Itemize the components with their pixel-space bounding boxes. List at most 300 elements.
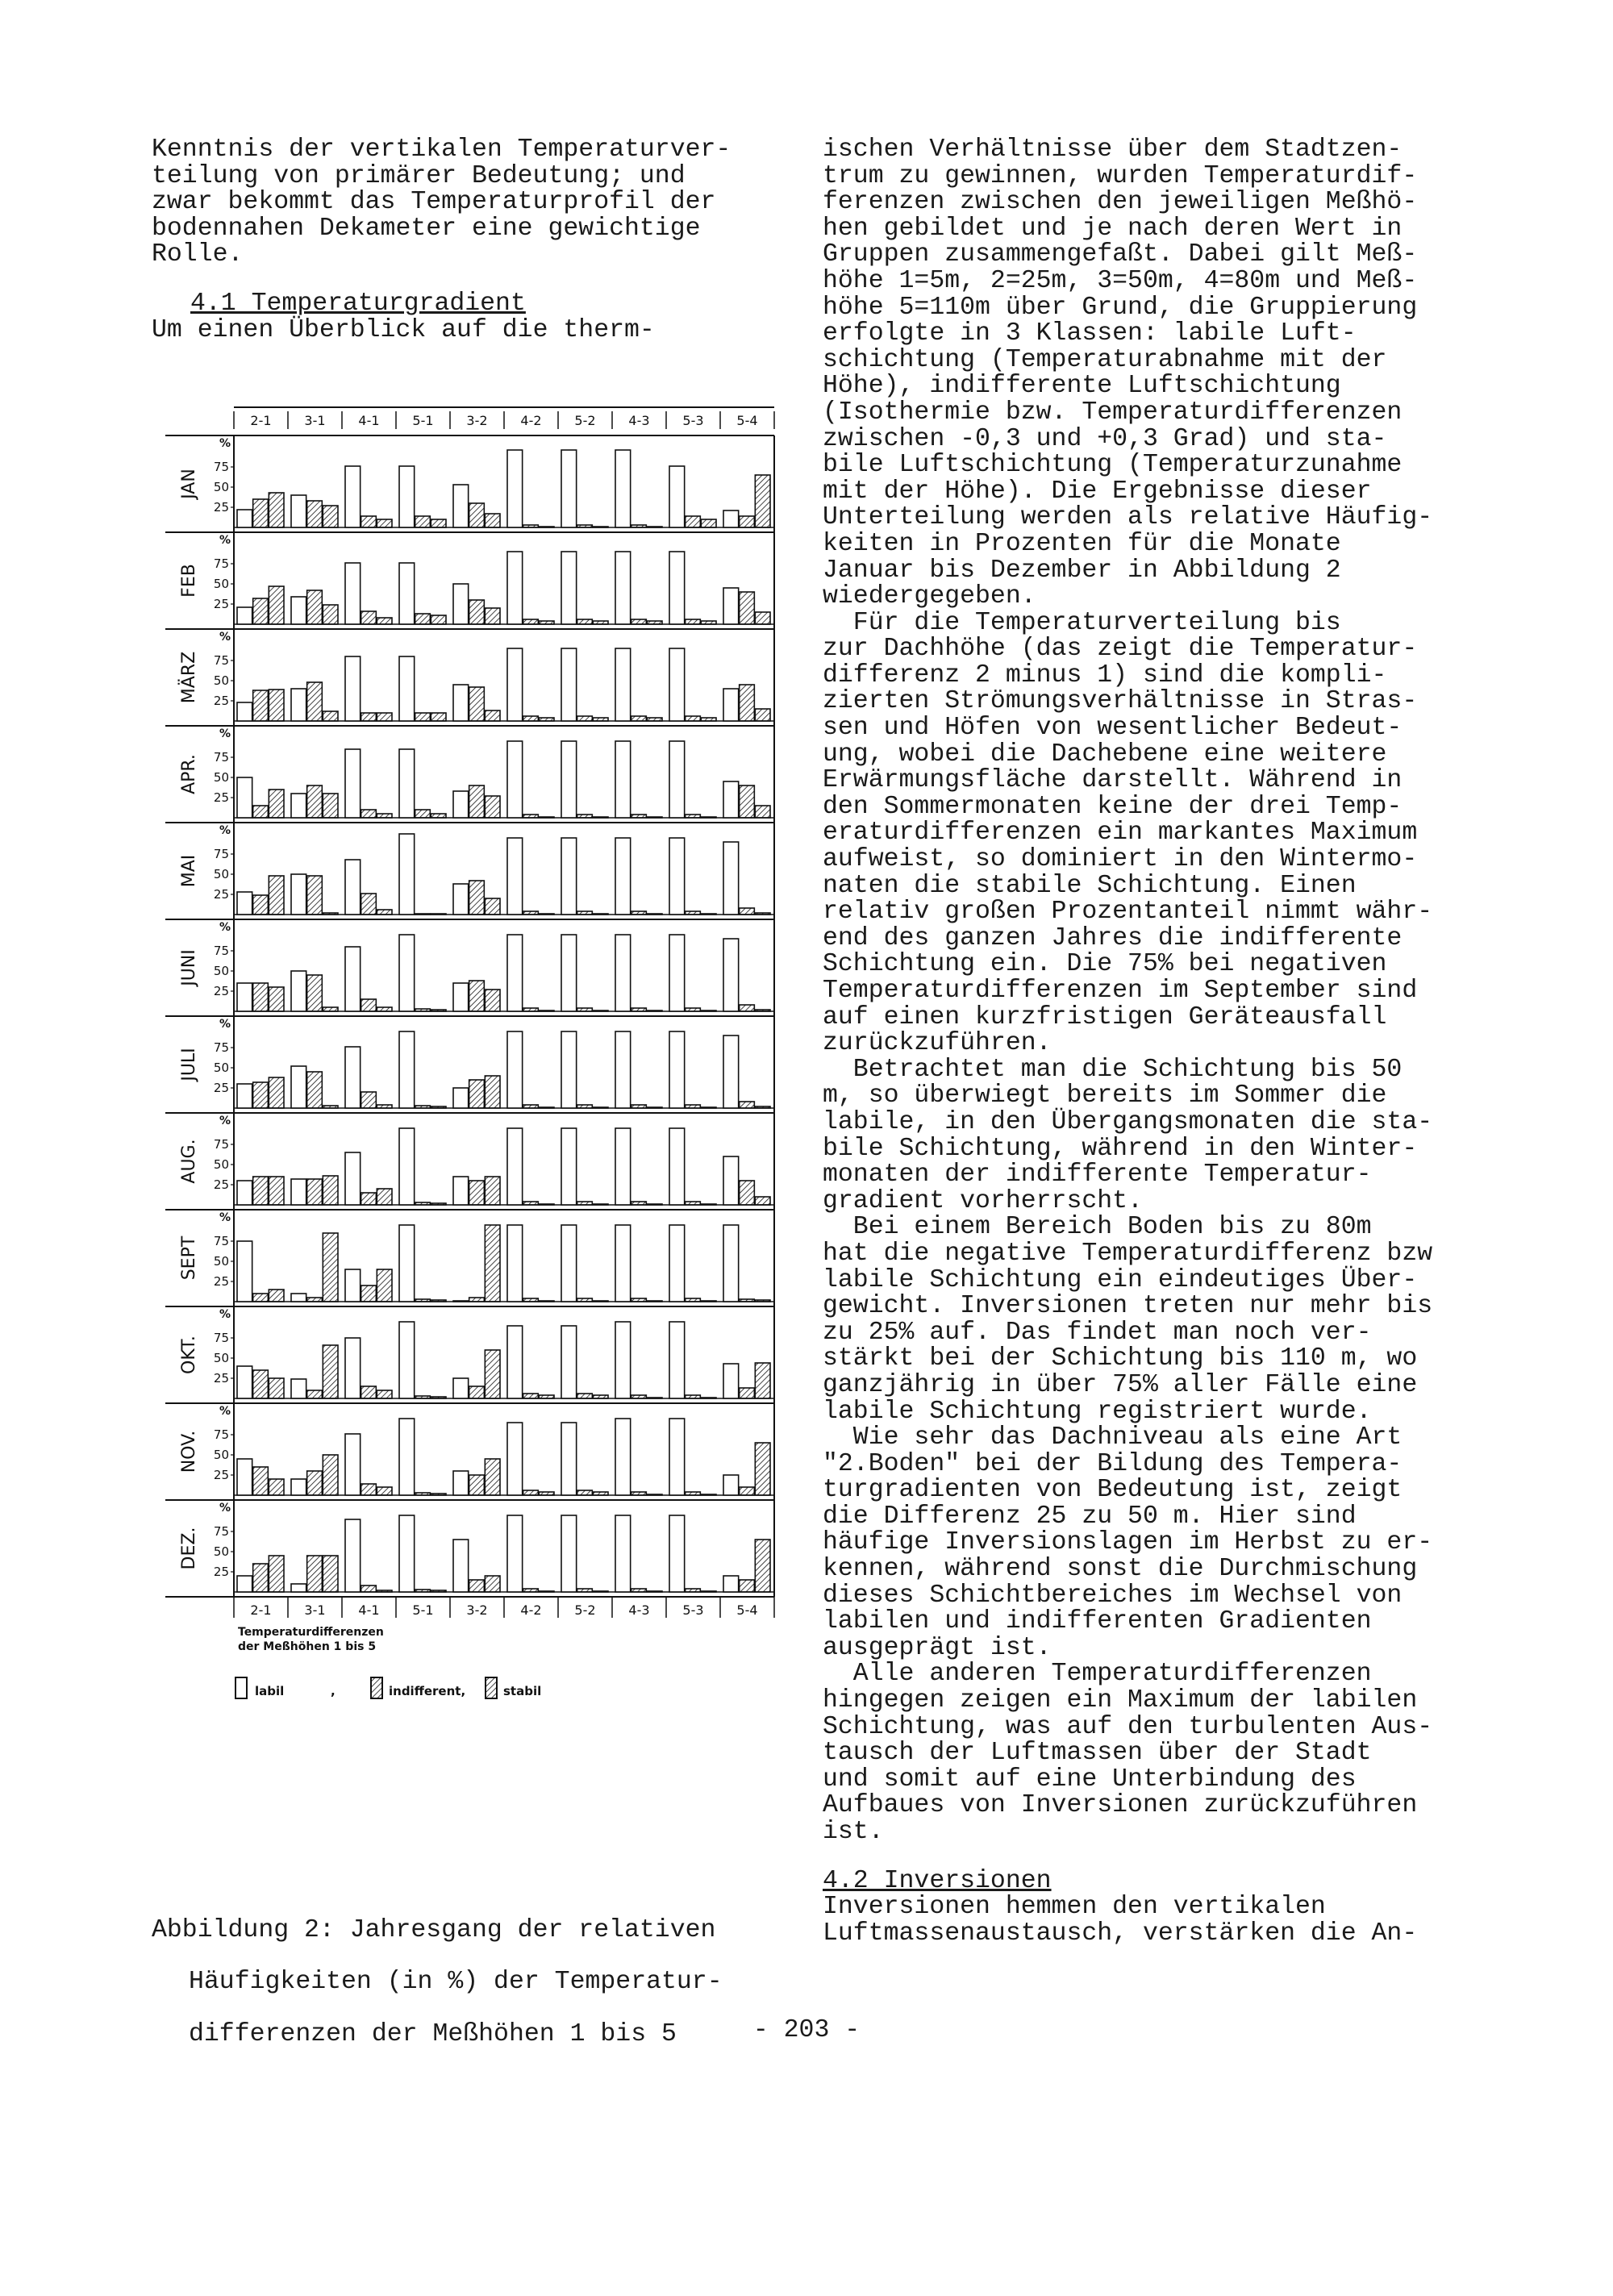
bar-indifferent (415, 1396, 431, 1398)
bar-labil (345, 749, 361, 818)
text-line: mit der Höhe). Die Ergebnisse dieser (823, 477, 1372, 506)
bar-labil (561, 1128, 577, 1205)
bar-indifferent (631, 1395, 647, 1398)
text-line: Inversionen hemmen den vertikalen (823, 1893, 1326, 1922)
bar-labil (399, 1225, 415, 1302)
bar-stabil (485, 1177, 500, 1205)
bar-labil (453, 1177, 469, 1205)
bar-labil (723, 1475, 739, 1495)
category-label-bottom: 5-3 (682, 1602, 704, 1618)
y-tick-label: 25 (213, 597, 229, 611)
bar-stabil (701, 914, 716, 915)
month-label: MAI (179, 854, 199, 888)
bar-stabil (485, 1225, 500, 1302)
bar-stabil (647, 817, 662, 818)
text-line: und somit auf eine Unterbindung des (823, 1765, 1357, 1794)
y-tick-label: 25 (213, 984, 229, 998)
bar-stabil (539, 1204, 554, 1205)
bar-stabil (701, 519, 716, 527)
legend-swatch-labil (235, 1677, 247, 1698)
bar-stabil (431, 713, 446, 721)
text-line: differenzen der Meßhöhen 1 bis 5 (189, 2019, 677, 2048)
text-line: schichtung (Temperaturabnahme mit der (823, 345, 1387, 374)
bar-stabil (377, 1105, 392, 1108)
y-tick-label: 25 (213, 1177, 229, 1192)
bar-labil (615, 1225, 631, 1302)
bar-indifferent (577, 525, 593, 527)
bar-labil (237, 1084, 252, 1108)
bar-indifferent (415, 713, 431, 721)
bar-indifferent (523, 1490, 539, 1495)
bar-indifferent (740, 785, 755, 818)
bar-labil (399, 1031, 415, 1108)
bar-stabil (755, 1300, 770, 1302)
text-line: hen gebildet und je nach deren Wert in (823, 214, 1403, 243)
bar-indifferent (415, 614, 431, 624)
bar-stabil (485, 710, 500, 721)
bar-indifferent (253, 983, 269, 1011)
text-line: bile Luftschichtung (Temperaturzunahme (823, 451, 1403, 480)
bar-labil (453, 884, 469, 915)
bar-labil (453, 983, 469, 1011)
bar-indifferent (469, 687, 485, 721)
category-label-top: 5-1 (412, 413, 434, 428)
bar-stabil (485, 898, 500, 915)
text-line: bodennahen Dekameter eine gewichtige (152, 214, 701, 243)
bar-labil (345, 1338, 361, 1398)
category-label-top: 4-3 (628, 413, 650, 428)
bar-indifferent (307, 590, 323, 624)
bar-stabil (431, 1300, 446, 1302)
bar-stabil (647, 1204, 662, 1205)
bar-labil (399, 1515, 415, 1592)
category-label-bottom: 2-1 (250, 1602, 272, 1618)
bar-labil (291, 1294, 306, 1302)
bar-labil (615, 1322, 631, 1398)
bar-indifferent (740, 592, 755, 624)
bar-labil (291, 874, 306, 915)
bar-stabil (323, 1455, 338, 1495)
bar-stabil (647, 1301, 662, 1302)
bar-stabil (701, 1301, 716, 1302)
bar-indifferent (523, 525, 539, 527)
bar-indifferent (740, 1487, 755, 1495)
bar-labil (669, 1225, 685, 1302)
bar-labil (561, 1225, 577, 1302)
text-line: ausgeprägt ist. (823, 1633, 1052, 1662)
bar-indifferent (361, 810, 377, 818)
bar-indifferent (361, 516, 377, 527)
bar-indifferent (686, 815, 701, 818)
bar-stabil (593, 817, 608, 818)
bar-stabil (431, 1106, 446, 1108)
y-tick-label: 25 (213, 790, 229, 805)
bar-indifferent (253, 1082, 269, 1108)
bar-labil (669, 1128, 685, 1205)
y-tick-label: 75 (213, 460, 229, 474)
category-label-bottom: 5-2 (574, 1602, 596, 1618)
bar-stabil (593, 1492, 608, 1495)
bar-indifferent (523, 1394, 539, 1398)
text-line: Betrachtet man die Schichtung bis 50 (823, 1055, 1403, 1084)
bar-stabil (539, 621, 554, 624)
y-tick-label: 50 (213, 770, 229, 785)
bar-indifferent (740, 1388, 755, 1398)
bar-indifferent (577, 1589, 593, 1592)
y-tick-label: 50 (213, 1448, 229, 1462)
bar-labil (345, 1047, 361, 1108)
text-line: m, so überwiegt bereits im Sommer die (823, 1081, 1387, 1110)
month-label: JULI (179, 1048, 199, 1081)
text-line: tausch der Luftmassen über der Stadt (823, 1739, 1372, 1768)
bar-labil (237, 777, 252, 818)
text-line: teilung von primärer Bedeutung; und (152, 161, 686, 190)
bar-labil (669, 1322, 685, 1398)
bar-stabil (539, 1591, 554, 1592)
bar-labil (507, 1515, 523, 1592)
bar-stabil (431, 1203, 446, 1205)
y-unit-label: % (219, 1308, 231, 1321)
bar-labil (507, 838, 523, 915)
bar-indifferent (307, 1179, 323, 1205)
bar-indifferent (469, 981, 485, 1011)
bar-labil (453, 685, 469, 721)
text-line: Höhe), indifferente Luftschichtung (823, 372, 1341, 401)
category-label-top: 5-3 (682, 413, 704, 428)
category-label-bottom: 3-1 (304, 1602, 326, 1618)
bar-stabil (593, 914, 608, 915)
bar-stabil (485, 990, 500, 1011)
text-line: Alle anderen Temperaturdifferenzen (823, 1660, 1372, 1689)
bar-indifferent (577, 1490, 593, 1495)
text-line: Erwärmungsfläche darstellt. Während in (823, 766, 1403, 795)
text-line: zurückzuführen. (823, 1029, 1052, 1058)
bar-stabil (431, 519, 446, 527)
bar-labil (615, 1031, 631, 1108)
bar-stabil (539, 1010, 554, 1011)
month-label: DEZ. (179, 1527, 199, 1570)
bar-labil (453, 485, 469, 527)
bar-indifferent (415, 1106, 431, 1108)
bar-indifferent (523, 815, 539, 818)
text-line: Bei einem Bereich Boden bis zu 80m (823, 1213, 1372, 1242)
bar-labil (291, 495, 306, 527)
bar-labil (561, 741, 577, 818)
bar-indifferent (523, 1105, 539, 1108)
y-tick-label: 75 (213, 556, 229, 571)
bar-indifferent (740, 516, 755, 527)
legend-separator: , (331, 1684, 336, 1698)
y-tick-label: 25 (213, 1081, 229, 1095)
bar-indifferent (523, 911, 539, 915)
text-line: den Sommermonaten keine der drei Temp- (823, 792, 1403, 821)
bar-indifferent (577, 911, 593, 915)
bar-stabil (755, 612, 770, 624)
bar-indifferent (577, 1298, 593, 1302)
bar-labil (453, 1301, 469, 1302)
bar-labil (507, 1031, 523, 1108)
bar-stabil (701, 1010, 716, 1011)
text-line: end des ganzen Jahres die indifferente (823, 923, 1403, 952)
figure-2-chart (153, 399, 798, 1851)
text-line: stärkt bei der Schichtung bis 110 m, wo (823, 1344, 1418, 1373)
text-line: labilen und indifferenten Gradienten (823, 1607, 1372, 1636)
bar-indifferent (469, 1580, 485, 1592)
bar-indifferent (686, 1105, 701, 1108)
bar-labil (345, 1152, 361, 1205)
bar-stabil (647, 1010, 662, 1011)
bar-indifferent (577, 1202, 593, 1205)
bar-labil (561, 838, 577, 915)
text-line: Gruppen zusammengefaßt. Dabei gilt Meß- (823, 240, 1418, 269)
bar-stabil (377, 1189, 392, 1205)
bar-indifferent (469, 600, 485, 624)
bar-indifferent (469, 1298, 485, 1302)
category-label-bottom: 5-4 (736, 1602, 758, 1618)
y-tick-label: 75 (213, 653, 229, 668)
bar-indifferent (686, 1492, 701, 1495)
bar-indifferent (631, 815, 647, 818)
text-line: keiten in Prozenten für die Monate (823, 529, 1341, 558)
text-line: turgradienten von Bedeutung ist, zeigt (823, 1476, 1403, 1505)
text-line: gradient vorherrscht. (823, 1186, 1143, 1215)
bar-indifferent (523, 1589, 539, 1592)
text-line: ischen Verhältnisse über dem Stadtzen- (823, 135, 1403, 164)
bar-labil (723, 1364, 739, 1398)
bar-indifferent (631, 619, 647, 624)
bar-indifferent (361, 1286, 377, 1302)
text-line: zur Dachhöhe (das zeigt die Temperatur- (823, 635, 1418, 664)
bar-stabil (431, 1397, 446, 1398)
bar-stabil (431, 615, 446, 624)
y-tick-label: 25 (213, 500, 229, 515)
bar-indifferent (469, 503, 485, 527)
bar-stabil (701, 1494, 716, 1495)
text-line: ganzjährig in über 75% aller Fälle eine (823, 1370, 1418, 1399)
bar-labil (723, 689, 739, 721)
text-line: "2.Boden" bei der Bildung des Tempera- (823, 1449, 1403, 1478)
y-tick-label: 75 (213, 1234, 229, 1248)
bar-indifferent (253, 895, 269, 915)
bar-stabil (269, 987, 284, 1011)
bar-indifferent (253, 1294, 269, 1302)
bar-stabil (755, 1540, 770, 1592)
bar-indifferent (253, 1564, 269, 1592)
bar-labil (507, 450, 523, 527)
text-line: hingegen zeigen ein Maximum der labilen (823, 1686, 1418, 1715)
category-label-top: 5-4 (736, 413, 758, 428)
category-label-top: 4-2 (520, 413, 542, 428)
y-tick-label: 50 (213, 673, 229, 688)
bar-labil (723, 1576, 739, 1592)
text-line: Januar bis Dezember in Abbildung 2 (823, 556, 1341, 585)
y-tick-label: 25 (213, 1371, 229, 1386)
bar-indifferent (740, 1102, 755, 1108)
month-label: AUG. (179, 1139, 199, 1184)
bar-labil (723, 1225, 739, 1302)
bar-stabil (593, 621, 608, 624)
text-line: zwischen -0,3 und +0,3 Grad) und sta- (823, 424, 1387, 453)
text-line: ung, wobei die Dachebene eine weitere (823, 740, 1387, 769)
bar-stabil (485, 1576, 500, 1592)
bar-indifferent (361, 1484, 377, 1495)
y-tick-label: 75 (213, 1331, 229, 1345)
y-tick-label: 75 (213, 1524, 229, 1539)
y-unit-label: % (219, 631, 231, 644)
bar-labil (669, 552, 685, 624)
bar-stabil (755, 1197, 770, 1205)
bar-indifferent (415, 1590, 431, 1592)
bar-indifferent (361, 1092, 377, 1108)
bar-labil (237, 1459, 252, 1495)
category-label-bottom: 4-1 (358, 1602, 380, 1618)
bar-stabil (701, 817, 716, 818)
y-tick-label: 50 (213, 1544, 229, 1559)
y-tick-label: 75 (213, 750, 229, 765)
bar-indifferent (686, 1589, 701, 1592)
page-number: - 203 - (752, 2016, 861, 2044)
bar-indifferent (307, 975, 323, 1011)
bar-stabil (755, 709, 770, 721)
text-line: die Differenz 25 zu 50 m. Hier sind (823, 1502, 1357, 1531)
bar-labil (615, 552, 631, 624)
month-label: FEB (179, 564, 199, 598)
y-tick-label: 50 (213, 867, 229, 881)
bar-labil (669, 1031, 685, 1108)
bar-indifferent (361, 999, 377, 1011)
bar-stabil (377, 713, 392, 721)
bar-stabil (269, 1556, 284, 1592)
y-unit-label: % (219, 1018, 231, 1031)
month-label: JUNI (179, 949, 199, 986)
bar-labil (507, 552, 523, 624)
bar-labil (399, 656, 415, 721)
bar-stabil (377, 1487, 392, 1495)
bar-stabil (485, 796, 500, 818)
text-line: erfolgte in 3 Klassen: labile Luft- (823, 319, 1357, 348)
bar-labil (399, 1128, 415, 1205)
y-tick-label: 75 (213, 1137, 229, 1152)
bar-labil (345, 1434, 361, 1495)
bar-indifferent (577, 815, 593, 818)
bar-labil (291, 971, 306, 1011)
category-label-top: 2-1 (250, 413, 272, 428)
y-unit-label: % (219, 824, 231, 837)
bar-labil (561, 1326, 577, 1398)
category-label-top: 4-1 (358, 413, 380, 428)
month-label: SEPT (179, 1236, 199, 1281)
bar-labil (561, 1423, 577, 1495)
bar-labil (291, 794, 306, 818)
category-label-top: 3-2 (466, 413, 488, 428)
bar-indifferent (307, 1298, 323, 1302)
bar-stabil (593, 1010, 608, 1011)
bar-labil (345, 860, 361, 915)
bar-indifferent (253, 1370, 269, 1398)
bar-stabil (485, 1350, 500, 1398)
text-line: Um einen Überblick auf die therm- (152, 315, 655, 344)
bar-indifferent (740, 908, 755, 915)
bar-labil (237, 607, 252, 624)
bar-indifferent (253, 598, 269, 624)
bar-indifferent (523, 1008, 539, 1011)
bar-labil (615, 935, 631, 1011)
bar-labil (669, 648, 685, 721)
y-unit-label: % (219, 1502, 231, 1515)
left-column (152, 137, 797, 344)
text-line: Schichtung, was auf den turbulenten Aus- (823, 1712, 1433, 1741)
y-unit-label: % (219, 921, 231, 934)
bar-labil (507, 1423, 523, 1495)
bar-stabil (377, 1007, 392, 1011)
bar-indifferent (361, 1586, 377, 1592)
bar-indifferent (253, 1177, 269, 1205)
bar-labil (345, 947, 361, 1011)
text-line: gewicht. Inversionen treten nur mehr bis (823, 1292, 1433, 1321)
y-tick-label: 75 (213, 847, 229, 861)
bar-stabil (323, 711, 338, 721)
bar-stabil (269, 690, 284, 721)
bar-labil (723, 842, 739, 915)
bar-indifferent (253, 806, 269, 818)
bar-labil (669, 838, 685, 915)
bar-labil (237, 702, 252, 721)
bar-stabil (377, 910, 392, 915)
bar-indifferent (361, 611, 377, 624)
bar-indifferent (740, 1181, 755, 1205)
category-label-top: 5-2 (574, 413, 596, 428)
bar-indifferent (631, 1298, 647, 1302)
text-line: monaten der indifferente Temperatur- (823, 1161, 1372, 1190)
bar-stabil (539, 1492, 554, 1495)
bar-indifferent (523, 619, 539, 624)
bar-stabil (539, 817, 554, 818)
bar-indifferent (253, 690, 269, 721)
bar-indifferent (253, 499, 269, 527)
bar-stabil (647, 1494, 662, 1495)
bar-labil (723, 1035, 739, 1108)
bar-stabil (593, 1107, 608, 1108)
bar-indifferent (523, 716, 539, 721)
y-tick-label: 25 (213, 1565, 229, 1579)
text-line: höhe 5=110m über Grund, die Gruppierung (823, 293, 1418, 322)
bar-indifferent (577, 716, 593, 721)
bar-indifferent (415, 1299, 431, 1302)
bar-labil (561, 1515, 577, 1592)
text-line: Wie sehr das Dachniveau als eine Art (823, 1423, 1403, 1452)
month-label: APR. (179, 754, 199, 794)
text-line: Luftmassenaustausch, verstärken die An- (823, 1919, 1418, 1948)
bar-stabil (269, 493, 284, 527)
bar-labil (291, 597, 306, 624)
bar-labil (291, 1179, 306, 1205)
bar-labil (615, 1128, 631, 1205)
x-axis-caption: der Meßhöhen 1 bis 5 (238, 1640, 377, 1653)
bar-labil (615, 838, 631, 915)
text-line: labile Schichtung registriert wurde. (823, 1397, 1372, 1426)
bar-labil (561, 450, 577, 527)
bar-indifferent (523, 1202, 539, 1205)
bar-indifferent (577, 1394, 593, 1398)
bar-labil (669, 935, 685, 1011)
y-tick-label: 50 (213, 1351, 229, 1365)
bar-stabil (755, 913, 770, 915)
bar-labil (399, 466, 415, 527)
bar-labil (723, 588, 739, 624)
bar-labil (507, 741, 523, 818)
y-tick-label: 75 (213, 1427, 229, 1442)
category-label-top: 3-1 (304, 413, 326, 428)
